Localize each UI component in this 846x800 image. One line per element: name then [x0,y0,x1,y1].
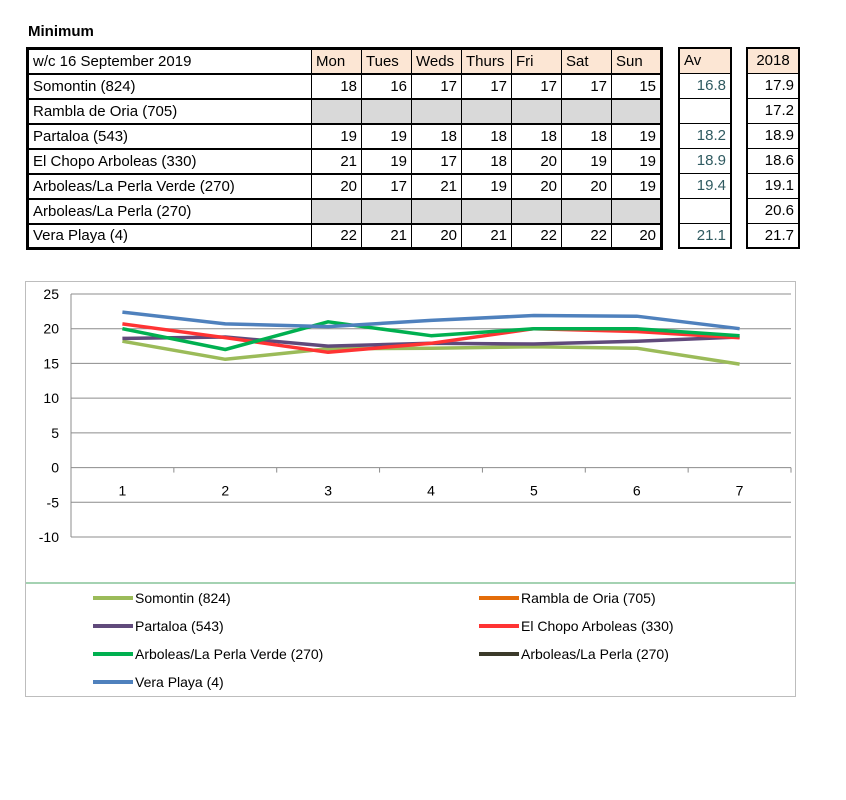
year-row [747,173,799,198]
legend-item [479,646,669,662]
table-row [28,99,662,124]
year-2018-cell: 20.6 [747,198,799,223]
value-cell: 19 [612,174,662,199]
page-title: Minimum [28,23,94,40]
year-row [747,198,799,223]
line-chart [25,281,796,697]
station-name: Rambla de Oria (705) [28,99,312,124]
y-tick-label: -10 [38,529,59,545]
table-row [28,74,662,99]
day-header-sat: Sat [562,49,612,74]
value-cell: 21 [462,224,512,249]
x-tick-label: 5 [529,482,538,499]
av-row [679,148,731,173]
value-cell: 20 [412,224,462,249]
av-cell [679,98,731,123]
value-cell: 19 [612,124,662,149]
day-header-sun: Sun [612,49,662,74]
y-tick-label: 5 [51,424,59,441]
value-cell: 19 [362,149,412,174]
legend-swatch [93,596,133,600]
x-tick-label: 7 [735,482,744,499]
value-cell [512,199,562,224]
year-2018-table [746,47,800,249]
year-2018-cell: 18.9 [747,123,799,148]
year-2018-cell: 18.6 [747,148,799,173]
av-row [679,73,731,98]
value-cell [462,99,512,124]
av-row [679,98,731,123]
y-tick-label: 15 [43,355,59,372]
value-cell [362,99,412,124]
value-cell: 17 [412,74,462,99]
value-cell: 20 [562,174,612,199]
value-cell: 22 [312,224,362,249]
value-cell: 20 [512,174,562,199]
legend-swatch [93,652,133,656]
station-name: Partaloa (543) [28,124,312,149]
year-2018-cell: 17.9 [747,73,799,98]
legend-label: Arboleas/La Perla Verde (270) [135,646,324,662]
station-name: El Chopo Arboleas (330) [28,149,312,174]
value-cell: 18 [462,149,512,174]
value-cell: 18 [512,124,562,149]
station-name: Arboleas/La Perla (270) [28,199,312,224]
x-tick-label: 6 [632,482,641,499]
legend-item [479,618,674,634]
y-tick-label: 25 [43,286,59,302]
value-cell: 18 [562,124,612,149]
value-cell [612,199,662,224]
value-cell: 19 [612,149,662,174]
av-cell: 18.2 [679,123,731,148]
value-cell [412,99,462,124]
station-name: Somontin (824) [28,74,312,99]
year-header: 2018 [747,48,799,73]
av-cell: 18.9 [679,148,731,173]
value-cell: 22 [512,224,562,249]
value-cell: 19 [562,149,612,174]
value-cell: 15 [612,74,662,99]
value-cell: 16 [362,74,412,99]
legend-item [93,590,231,606]
station-name: Arboleas/La Perla Verde (270) [28,174,312,199]
value-cell: 21 [412,174,462,199]
value-cell [312,99,362,124]
x-tick-label: 4 [427,482,435,499]
av-row [679,173,731,198]
legend-label: Somontin (824) [135,590,231,606]
legend-label: Arboleas/La Perla (270) [521,646,669,662]
year-row [747,98,799,123]
x-tick-label: 3 [324,482,333,499]
legend-item [93,618,224,634]
value-cell: 21 [312,149,362,174]
day-header-mon: Mon [312,49,362,74]
day-header-fri: Fri [512,49,562,74]
legend-swatch [93,624,133,628]
day-header-weds: Weds [412,49,462,74]
y-tick-label: 0 [51,459,59,476]
legend-label: El Chopo Arboleas (330) [521,618,674,634]
y-tick-label: 10 [43,390,59,407]
year-header-row [747,48,799,73]
value-cell [412,199,462,224]
value-cell: 21 [362,224,412,249]
year-row [747,73,799,98]
value-cell [612,99,662,124]
table-row [28,224,662,249]
year-row [747,223,799,248]
legend-swatch [479,652,519,656]
value-cell: 18 [412,124,462,149]
value-cell [362,199,412,224]
av-row [679,223,731,248]
average-table [678,47,732,249]
value-cell: 17 [562,74,612,99]
value-cell [512,99,562,124]
value-cell: 17 [412,149,462,174]
av-header: Av [679,48,731,73]
legend-item [479,590,656,606]
av-row [679,198,731,223]
value-cell [312,199,362,224]
week-label: w/c 16 September 2019 [28,49,312,74]
day-header-tues: Tues [362,49,412,74]
legend-item [93,674,224,690]
value-cell [562,199,612,224]
year-2018-cell: 21.7 [747,223,799,248]
legend-swatch [479,596,519,600]
value-cell: 22 [562,224,612,249]
value-cell: 17 [462,74,512,99]
table-header-row [28,49,662,74]
value-cell: 18 [462,124,512,149]
av-cell: 16.8 [679,73,731,98]
value-cell: 20 [612,224,662,249]
table-row [28,199,662,224]
value-cell [562,99,612,124]
value-cell: 17 [362,174,412,199]
value-cell: 19 [362,124,412,149]
av-cell: 21.1 [679,223,731,248]
value-cell: 17 [512,74,562,99]
y-tick-label: -5 [46,494,59,511]
temperature-table [26,47,663,250]
legend-label: Rambla de Oria (705) [521,590,656,606]
av-cell [679,198,731,223]
table-row [28,149,662,174]
table-row [28,174,662,199]
legend-label: Vera Playa (4) [135,674,224,690]
year-2018-cell: 19.1 [747,173,799,198]
x-tick-label: 2 [221,482,230,499]
table-row [28,124,662,149]
av-row [679,123,731,148]
year-row [747,123,799,148]
year-2018-cell: 17.2 [747,98,799,123]
value-cell: 20 [512,149,562,174]
legend-swatch [479,624,519,628]
value-cell: 20 [312,174,362,199]
av-header-row [679,48,731,73]
value-cell [462,199,512,224]
station-name: Vera Playa (4) [28,224,312,249]
legend-label: Partaloa (543) [135,618,224,634]
y-tick-label: 20 [43,320,59,337]
value-cell: 19 [312,124,362,149]
value-cell: 18 [312,74,362,99]
x-tick-label: 1 [118,482,127,499]
year-row [747,148,799,173]
legend-swatch [93,680,133,684]
day-header-thurs: Thurs [462,49,512,74]
av-cell: 19.4 [679,173,731,198]
series-line-vera-playa-4 [122,312,739,329]
value-cell: 19 [462,174,512,199]
legend-item [93,646,323,662]
